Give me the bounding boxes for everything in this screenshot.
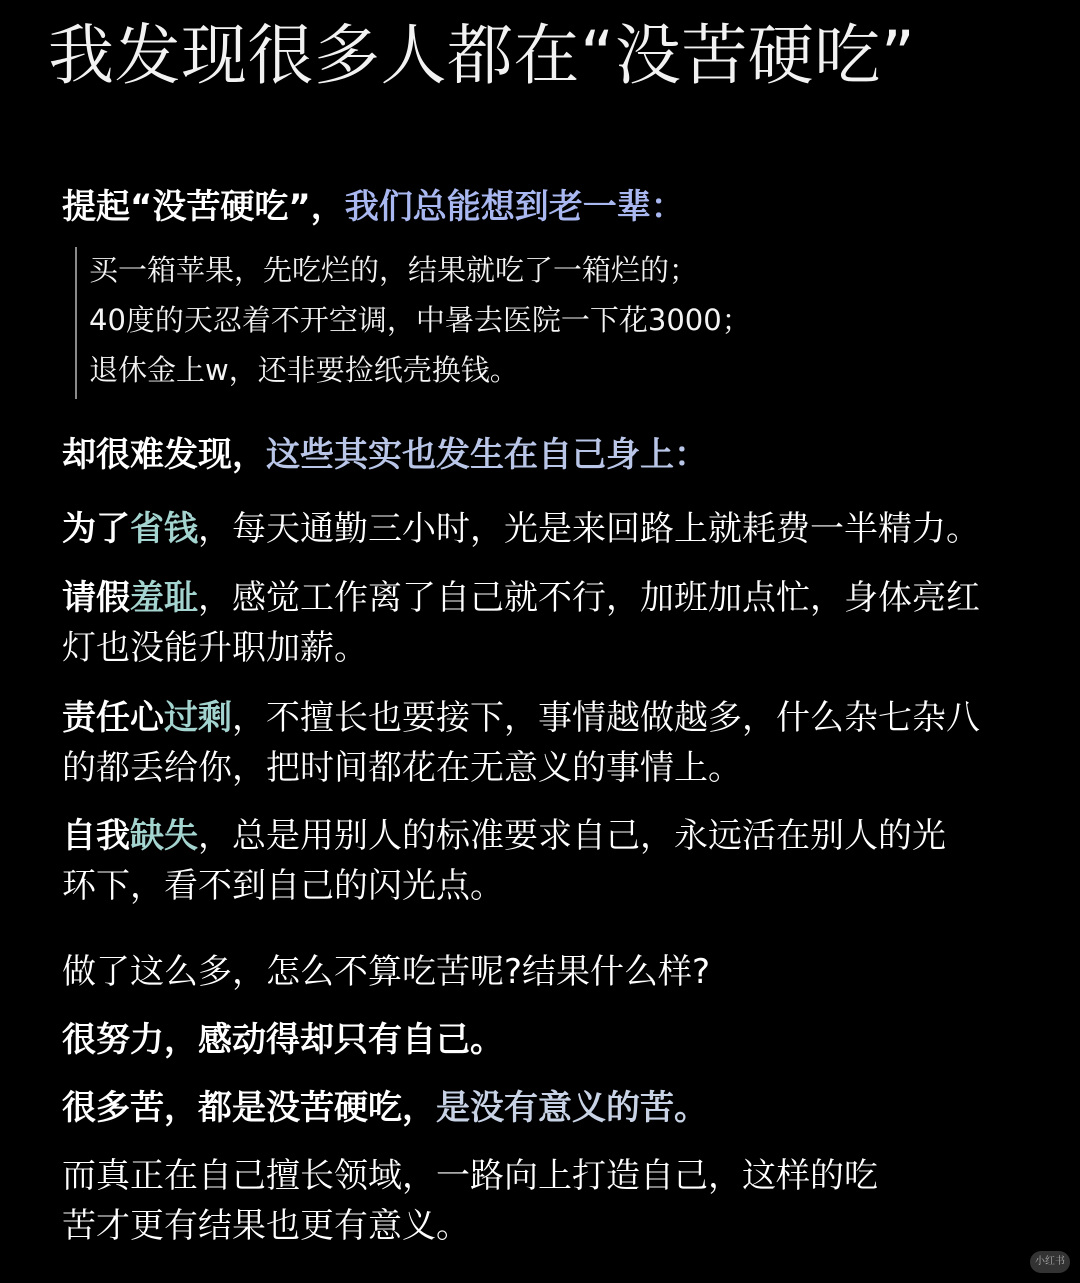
answer-2-highlight: 是没有意义的苦。 [436, 1088, 708, 1128]
section-highlight: 这些其实也发生在自己身上： [266, 435, 708, 475]
item-2-line-2: 灯也没能升职加薪。 [62, 628, 368, 668]
intro-line [62, 182, 685, 232]
question-line: 做了这么多，怎么不算吃苦呢?结果什么样? [62, 952, 711, 992]
item-2-key-highlight: 羞耻 [130, 578, 198, 618]
item-1-key: 为了 [62, 509, 130, 549]
item-4-line-1 [62, 811, 946, 861]
section-lead: 却很难发现， [62, 435, 266, 475]
item-4-line-2: 环下，看不到自己的闪光点。 [62, 866, 504, 906]
item-4-key: 自我 [62, 816, 130, 856]
item-2-line-1 [62, 573, 980, 623]
quote-bar [75, 247, 77, 399]
answer-line-2 [62, 1083, 708, 1133]
item-3-text: ，不擅长也要接下，事情越做越多，什么杂七杂八 [232, 698, 980, 738]
intro-lead: 提起“没苦硬吃”， [62, 187, 345, 227]
answer-line-1: 很努力，感动得却只有自己。 [62, 1020, 504, 1060]
quote-line-3: 退休金上w，还非要捡纸壳换钱。 [89, 353, 519, 387]
quote-line-2: 40度的天忍着不开空调，中暑去医院一下花3000； [89, 303, 751, 337]
item-2-text: ，感觉工作离了自己就不行，加班加点忙，身体亮红 [198, 578, 980, 618]
item-3-key-highlight: 过剩 [164, 698, 232, 738]
closing-line-1: 而真正在自己擅长领域，一路向上打造自己，这样的吃 [62, 1156, 878, 1196]
item-1-text: ，每天通勤三小时，光是来回路上就耗费一半精力。 [198, 509, 980, 549]
item-1-key-highlight: 省钱 [130, 509, 198, 549]
item-4-text: ，总是用别人的标准要求自己，永远活在别人的光 [198, 816, 946, 856]
answer-2-lead: 很多苦，都是没苦硬吃， [62, 1088, 436, 1128]
item-3-line-1 [62, 693, 980, 743]
watermark-badge: 小红书 [1030, 1251, 1070, 1273]
item-4-key-highlight: 缺失 [130, 816, 198, 856]
quote-line-1: 买一箱苹果，先吃烂的，结果就吃了一箱烂的； [89, 253, 699, 287]
closing-line-2: 苦才更有结果也更有意义。 [62, 1206, 470, 1246]
intro-highlight: 我们总能想到老一辈： [344, 187, 685, 227]
item-1-line-1 [62, 504, 980, 554]
page-title: 我发现很多人都在“没苦硬吃” [48, 17, 916, 94]
item-2-key: 请假 [62, 578, 130, 618]
section-heading [62, 430, 708, 480]
item-3-key: 责任心 [62, 698, 164, 738]
item-3-line-2: 的都丢给你，把时间都花在无意义的事情上。 [62, 748, 742, 788]
